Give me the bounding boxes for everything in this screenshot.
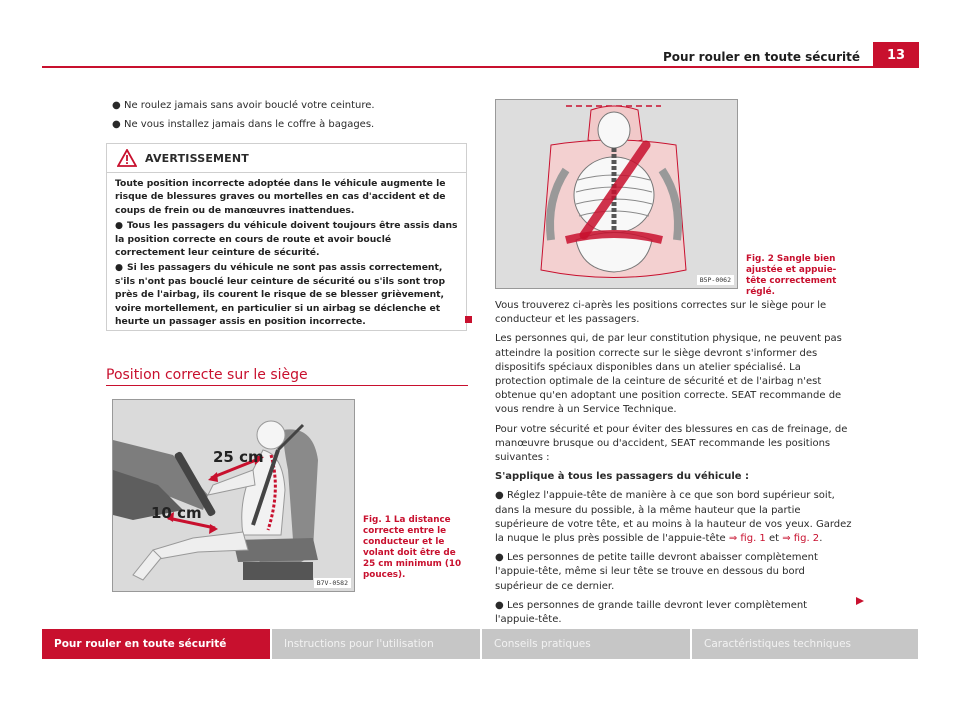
- skeleton-belt-illustration: [496, 100, 738, 289]
- nav-tab-technical-specs[interactable]: Caractéristiques techniques: [692, 629, 918, 659]
- intro-bullet-1: ● Ne roulez jamais sans avoir bouclé votre ceinture.: [112, 100, 375, 111]
- warning-box: [106, 143, 467, 331]
- paragraph-1: Vous trouverez ci-après les positions correctes sur le siège pour le conducteur et les passagers.: [495, 300, 827, 326]
- warning-header: [107, 144, 466, 173]
- figure-2-headrest-belt: [495, 99, 738, 289]
- continue-arrow-icon: [855, 591, 865, 610]
- figure-2-caption: Fig. 2 Sangle bien ajustée et appuie-tête correctement réglé.: [746, 254, 837, 297]
- figure-1-code: B7V-0582: [314, 578, 351, 588]
- warning-title: AVERTISSEMENT: [145, 151, 250, 165]
- right-bullet-2: ● Les personnes de petite taille devront abaisser complètement l'appuie-tête, même si leur tête se trouve en dessous du bord supérieur de ce dernier.: [495, 552, 818, 592]
- figure-1-driver-distance: [112, 399, 355, 592]
- nav-tab-practical-tips[interactable]: Conseils pratiques: [482, 629, 690, 659]
- warning-triangle-icon: [117, 149, 137, 167]
- paragraph-3: Pour votre sécurité et pour éviter des blessures en cas de freinage, de manœuvre brusque ou d'accident, SEAT recommande les positions suivantes :: [495, 423, 848, 464]
- section-title-rule: [106, 385, 468, 386]
- figure-1-caption: Fig. 1 La distance correcte entre le conducteur et le volant doit être de 25 cm minimum (10 pouces).: [363, 515, 462, 580]
- running-header-title: Pour rouler en toute sécurité: [662, 50, 860, 64]
- section-end-marker: [465, 316, 472, 323]
- distance-label-10cm: 10 cm: [151, 504, 202, 522]
- driver-seat-illustration: [113, 400, 355, 592]
- intro-bullets: [112, 99, 472, 137]
- warning-body: [107, 173, 466, 328]
- nav-tab-instructions[interactable]: Instructions pour l'utilisation: [272, 629, 480, 659]
- figure-2-code: B5P-0062: [697, 275, 734, 285]
- right-bullet-1: ● Réglez l'appuie-tête de manière à ce que son bord supérieur soit, dans la mesure du possible, à la même hauteur que la partie supérieure de votre tête, et au moins à la hauteur de vos yeux. Gardez la nuque le plus près possible de l'appuie-tête ⇒ fig. 1 et ⇒ fig. 2.: [495, 490, 852, 545]
- section-title: Position correcte sur le siège: [106, 367, 308, 383]
- header-rule: [42, 66, 918, 68]
- page-number: 13: [873, 42, 919, 68]
- right-column-text: [495, 299, 853, 632]
- warning-bullet-2: ● Si les passagers du véhicule ne sont pas assis correctement, s'ils n'ont pas bouclé leur ceinture de sécurité ou s'ils sont trop près de l'airbag, ils courent le risque de se blesser grièvement, voire mortellement, en particulier si un airbag se déclenche et heurte un passager assis en position incorrecte.: [115, 262, 446, 328]
- right-bullet-3: ● Les personnes de grande taille devront lever complètement l'appuie-tête.: [495, 599, 808, 626]
- distance-label-25cm: 25 cm: [213, 448, 264, 466]
- warning-bullet-1: ● Tous les passagers du véhicule doivent toujours être assis dans la position correcte en cours de route et avoir bouclé correctement leur ceinture de sécurité.: [115, 220, 458, 259]
- fig2-reference-link[interactable]: ⇒ fig. 2: [782, 533, 820, 545]
- fig1-reference-link[interactable]: ⇒ fig. 1: [728, 533, 766, 545]
- warning-paragraph: Toute position incorrecte adoptée dans le véhicule augmente le risque de blessures graves ou mortelles en cas d'accident et de coups de frein ou de manœuvres inattendues.: [115, 178, 446, 216]
- subheading-all-passengers: S'applique à tous les passagers du véhicule :: [495, 471, 750, 483]
- nav-tab-safety[interactable]: Pour rouler en toute sécurité: [42, 629, 270, 659]
- intro-bullet-2: ● Ne vous installez jamais dans le coffre à bagages.: [112, 119, 375, 131]
- paragraph-2: Les personnes qui, de par leur constitution physique, ne peuvent pas atteindre la position correcte sur le siège devront s'informer des dispositifs spéciaux disponibles dans un atelier spécialisé. La protection optimale de la ceinture de sécurité et de l'airbag n'est obtenue qu'en adoptant une position correcte. SEAT recommande de vous rendre à un Service Technique.: [495, 333, 842, 416]
